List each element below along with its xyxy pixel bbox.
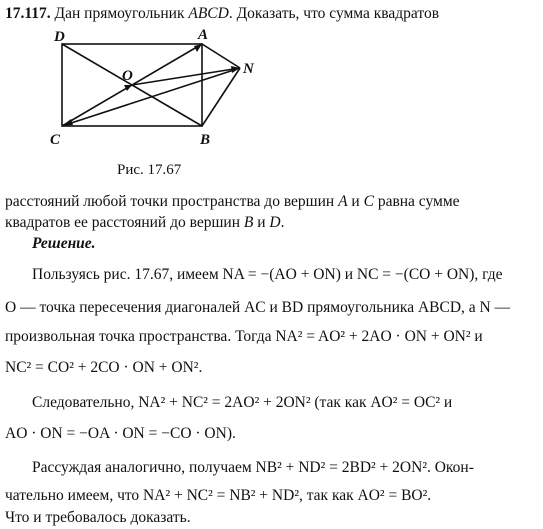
figure-caption: Рис. 17.67 — [117, 162, 182, 178]
solution-line-9: Что и требовалось доказать. — [5, 509, 191, 526]
solution-line-6: AO · ON = −OA · ON = −CO · ON). — [5, 425, 236, 442]
label-a: A — [198, 27, 209, 43]
problem-number: 17.117. — [5, 5, 51, 22]
problem-line-2a: расстояний любой точки пространства до вершин — [5, 193, 339, 210]
segment-on — [132, 68, 240, 85]
label-c: C — [50, 132, 61, 148]
segment-cn — [62, 68, 240, 126]
vertex-d: D — [269, 214, 281, 231]
solution-line-5: Следовательно, NA² + NC² = 2AO² + 2ON² (так как AO² = OC² и — [32, 394, 453, 411]
solution-line-1: Пользуясь рис. 17.67, имеем NA = −(AO + ON) и NC = −(CO + ON), где — [32, 266, 503, 283]
vertex-c: C — [363, 193, 374, 210]
rectangle-figure — [40, 24, 270, 154]
problem-line-3 — [5, 213, 284, 233]
solution-line-3: произвольная точка пространства. Тогда NA² = AO² + 2AO · ON + ON² и — [5, 328, 483, 345]
vertex-a: A — [338, 193, 348, 210]
arrowhead-a — [194, 44, 202, 52]
label-o: O — [122, 68, 133, 84]
problem-dot: . — [280, 214, 285, 231]
label-d: D — [54, 29, 65, 45]
solution-line-8: чательно имеем, что NA² + NC² = NB² + ND², так как AO² = BO². — [5, 487, 432, 504]
solution-line-7: Рассуждая аналогично, получаем NB² + ND² = 2BD² + 2ON². Окон- — [32, 459, 474, 476]
problem-line-2b: равна сумме — [373, 193, 460, 210]
segment-an — [202, 44, 240, 68]
rect-name: ABCD — [188, 5, 229, 22]
segment-bn — [202, 68, 240, 126]
problem-line-2 — [5, 192, 460, 212]
problem-line-1 — [5, 4, 439, 24]
and-2: и — [253, 214, 270, 231]
arrowhead-c — [62, 119, 73, 126]
label-b: B — [200, 132, 211, 148]
solution-heading: Решение. — [32, 235, 96, 252]
vertex-b: B — [243, 214, 254, 231]
solution-line-2: O — точка пересечения диагоналей AC и BD прямоугольника ABCD, а N — — [5, 299, 511, 316]
and-1: и — [347, 193, 364, 210]
label-n: N — [243, 61, 254, 77]
problem-text-1: Дан прямоугольник — [54, 5, 189, 22]
problem-text-2: . Доказать, что сумма квадратов — [228, 5, 440, 22]
problem-line-3a: квадратов ее расстояний до вершин — [5, 214, 244, 231]
solution-line-4: NC² = CO² + 2CO · ON + ON². — [5, 359, 203, 376]
arrowhead-o — [124, 85, 132, 91]
